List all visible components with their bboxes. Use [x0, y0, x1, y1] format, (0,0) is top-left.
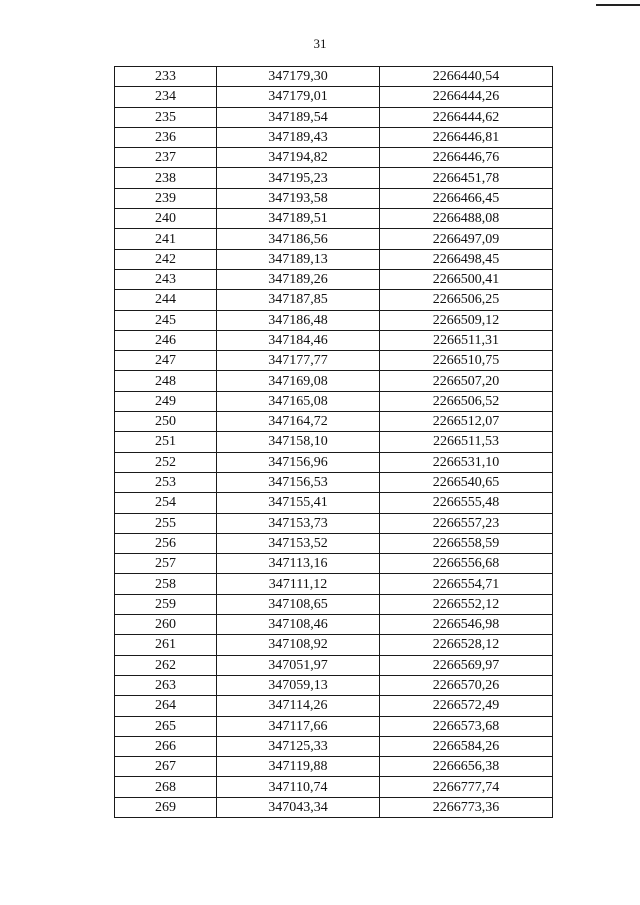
y-coordinate-cell: 2266546,98	[380, 615, 553, 635]
point-number-cell: 265	[115, 716, 217, 736]
point-number-cell: 256	[115, 533, 217, 553]
point-number-cell: 253	[115, 472, 217, 492]
table-row	[115, 391, 553, 411]
point-number-cell: 263	[115, 675, 217, 695]
table-row	[115, 371, 553, 391]
page-number: 31	[313, 36, 327, 51]
point-number-cell: 259	[115, 594, 217, 614]
point-number-cell: 233	[115, 67, 217, 87]
x-coordinate-cell: 347153,52	[217, 533, 380, 553]
table-row	[115, 675, 553, 695]
point-number-cell: 261	[115, 635, 217, 655]
y-coordinate-cell: 2266528,12	[380, 635, 553, 655]
y-coordinate-cell: 2266572,49	[380, 696, 553, 716]
point-number-cell: 234	[115, 87, 217, 107]
point-number-cell: 241	[115, 229, 217, 249]
point-number-cell: 236	[115, 127, 217, 147]
y-coordinate-cell: 2266773,36	[380, 797, 553, 817]
table-row	[115, 696, 553, 716]
x-coordinate-cell: 347110,74	[217, 777, 380, 797]
table-row	[115, 127, 553, 147]
y-coordinate-cell: 2266446,76	[380, 148, 553, 168]
point-number-cell: 237	[115, 148, 217, 168]
x-coordinate-cell: 347187,85	[217, 290, 380, 310]
table-row	[115, 330, 553, 350]
table-row	[115, 554, 553, 574]
x-coordinate-cell: 347059,13	[217, 675, 380, 695]
y-coordinate-cell: 2266507,20	[380, 371, 553, 391]
x-coordinate-cell: 347108,65	[217, 594, 380, 614]
table-row	[115, 269, 553, 289]
table-row	[115, 716, 553, 736]
y-coordinate-cell: 2266497,09	[380, 229, 553, 249]
y-coordinate-cell: 2266584,26	[380, 736, 553, 756]
x-coordinate-cell: 347158,10	[217, 432, 380, 452]
table-row	[115, 412, 553, 432]
table-row	[115, 107, 553, 127]
table-row	[115, 188, 553, 208]
point-number-cell: 267	[115, 757, 217, 777]
point-number-cell: 248	[115, 371, 217, 391]
y-coordinate-cell: 2266512,07	[380, 412, 553, 432]
x-coordinate-cell: 347189,43	[217, 127, 380, 147]
table-row	[115, 635, 553, 655]
point-number-cell: 239	[115, 188, 217, 208]
point-number-cell: 251	[115, 432, 217, 452]
table-row	[115, 310, 553, 330]
y-coordinate-cell: 2266451,78	[380, 168, 553, 188]
table-row	[115, 67, 553, 87]
y-coordinate-cell: 2266573,68	[380, 716, 553, 736]
x-coordinate-cell: 347179,30	[217, 67, 380, 87]
table-row	[115, 757, 553, 777]
x-coordinate-cell: 347108,46	[217, 615, 380, 635]
y-coordinate-cell: 2266446,81	[380, 127, 553, 147]
y-coordinate-cell: 2266569,97	[380, 655, 553, 675]
table-row	[115, 351, 553, 371]
point-number-cell: 257	[115, 554, 217, 574]
table-row	[115, 229, 553, 249]
x-coordinate-cell: 347117,66	[217, 716, 380, 736]
table-row	[115, 432, 553, 452]
table-row	[115, 594, 553, 614]
table-row	[115, 736, 553, 756]
x-coordinate-cell: 347125,33	[217, 736, 380, 756]
x-coordinate-cell: 347051,97	[217, 655, 380, 675]
x-coordinate-cell: 347043,34	[217, 797, 380, 817]
x-coordinate-cell: 347189,51	[217, 209, 380, 229]
point-number-cell: 260	[115, 615, 217, 635]
x-coordinate-cell: 347193,58	[217, 188, 380, 208]
coordinates-table	[114, 66, 553, 818]
table-row	[115, 655, 553, 675]
x-coordinate-cell: 347186,48	[217, 310, 380, 330]
point-number-cell: 252	[115, 452, 217, 472]
y-coordinate-cell: 2266540,65	[380, 472, 553, 492]
table-row	[115, 148, 553, 168]
table-row	[115, 249, 553, 269]
table-row	[115, 777, 553, 797]
y-coordinate-cell: 2266656,38	[380, 757, 553, 777]
y-coordinate-cell: 2266570,26	[380, 675, 553, 695]
point-number-cell: 249	[115, 391, 217, 411]
table-row	[115, 615, 553, 635]
y-coordinate-cell: 2266444,62	[380, 107, 553, 127]
x-coordinate-cell: 347119,88	[217, 757, 380, 777]
point-number-cell: 254	[115, 493, 217, 513]
scan-corner-mark	[596, 4, 640, 6]
y-coordinate-cell: 2266509,12	[380, 310, 553, 330]
table-row	[115, 452, 553, 472]
table-row	[115, 513, 553, 533]
point-number-cell: 250	[115, 412, 217, 432]
point-number-cell: 235	[115, 107, 217, 127]
x-coordinate-cell: 347155,41	[217, 493, 380, 513]
x-coordinate-cell: 347184,46	[217, 330, 380, 350]
y-coordinate-cell: 2266498,45	[380, 249, 553, 269]
x-coordinate-cell: 347165,08	[217, 391, 380, 411]
y-coordinate-cell: 2266444,26	[380, 87, 553, 107]
point-number-cell: 243	[115, 269, 217, 289]
x-coordinate-cell: 347156,53	[217, 472, 380, 492]
y-coordinate-cell: 2266556,68	[380, 554, 553, 574]
table-row	[115, 87, 553, 107]
point-number-cell: 258	[115, 574, 217, 594]
x-coordinate-cell: 347179,01	[217, 87, 380, 107]
x-coordinate-cell: 347186,56	[217, 229, 380, 249]
y-coordinate-cell: 2266511,31	[380, 330, 553, 350]
y-coordinate-cell: 2266531,10	[380, 452, 553, 472]
x-coordinate-cell: 347111,12	[217, 574, 380, 594]
x-coordinate-cell: 347156,96	[217, 452, 380, 472]
table-row	[115, 493, 553, 513]
x-coordinate-cell: 347195,23	[217, 168, 380, 188]
point-number-cell: 245	[115, 310, 217, 330]
y-coordinate-cell: 2266558,59	[380, 533, 553, 553]
y-coordinate-cell: 2266557,23	[380, 513, 553, 533]
point-number-cell: 244	[115, 290, 217, 310]
y-coordinate-cell: 2266440,54	[380, 67, 553, 87]
y-coordinate-cell: 2266488,08	[380, 209, 553, 229]
x-coordinate-cell: 347194,82	[217, 148, 380, 168]
table-row	[115, 472, 553, 492]
y-coordinate-cell: 2266552,12	[380, 594, 553, 614]
point-number-cell: 247	[115, 351, 217, 371]
table-row	[115, 797, 553, 817]
y-coordinate-cell: 2266506,52	[380, 391, 553, 411]
y-coordinate-cell: 2266506,25	[380, 290, 553, 310]
point-number-cell: 240	[115, 209, 217, 229]
y-coordinate-cell: 2266554,71	[380, 574, 553, 594]
table-row	[115, 168, 553, 188]
x-coordinate-cell: 347153,73	[217, 513, 380, 533]
point-number-cell: 269	[115, 797, 217, 817]
point-number-cell: 246	[115, 330, 217, 350]
y-coordinate-cell: 2266510,75	[380, 351, 553, 371]
x-coordinate-cell: 347177,77	[217, 351, 380, 371]
x-coordinate-cell: 347164,72	[217, 412, 380, 432]
y-coordinate-cell: 2266555,48	[380, 493, 553, 513]
x-coordinate-cell: 347113,16	[217, 554, 380, 574]
point-number-cell: 242	[115, 249, 217, 269]
point-number-cell: 264	[115, 696, 217, 716]
coordinates-table-body	[115, 67, 553, 818]
point-number-cell: 268	[115, 777, 217, 797]
y-coordinate-cell: 2266466,45	[380, 188, 553, 208]
table-row	[115, 533, 553, 553]
y-coordinate-cell: 2266500,41	[380, 269, 553, 289]
table-row	[115, 290, 553, 310]
point-number-cell: 255	[115, 513, 217, 533]
point-number-cell: 262	[115, 655, 217, 675]
x-coordinate-cell: 347189,54	[217, 107, 380, 127]
point-number-cell: 266	[115, 736, 217, 756]
x-coordinate-cell: 347114,26	[217, 696, 380, 716]
x-coordinate-cell: 347189,13	[217, 249, 380, 269]
table-row	[115, 574, 553, 594]
x-coordinate-cell: 347189,26	[217, 269, 380, 289]
x-coordinate-cell: 347169,08	[217, 371, 380, 391]
x-coordinate-cell: 347108,92	[217, 635, 380, 655]
point-number-cell: 238	[115, 168, 217, 188]
y-coordinate-cell: 2266511,53	[380, 432, 553, 452]
table-row	[115, 209, 553, 229]
y-coordinate-cell: 2266777,74	[380, 777, 553, 797]
